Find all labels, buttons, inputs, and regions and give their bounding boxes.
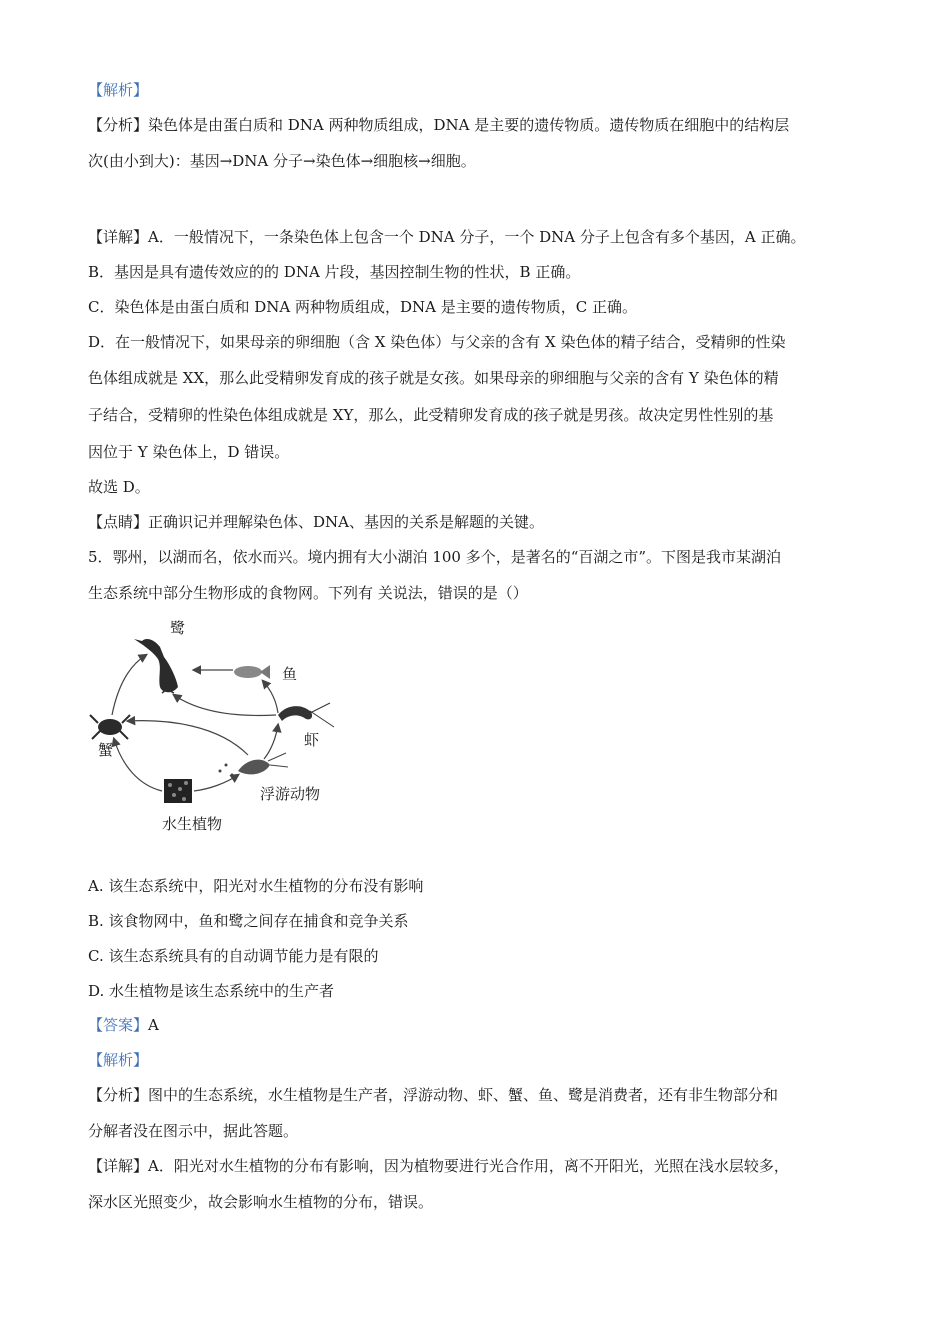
detail-option-d-line3: 子结合，受精卵的性染色体组成就是 XY，那么，此受精卵发育成的孩子就是男孩。故决定男性性别的基 [88, 406, 774, 424]
arrow-shrimp-to-fish [263, 681, 278, 713]
label-heron: 鹭 [170, 619, 186, 637]
label-crab: 蟹 [98, 741, 114, 759]
key-point: 【点睛】正确识记并理解染色体、DNA、基因的关系是解题的关键。 [88, 513, 544, 531]
arrow-plants-to-zooplankton [194, 775, 238, 791]
food-web-figure [88, 615, 348, 845]
heron-icon [134, 639, 178, 693]
zooplankton-icon [219, 753, 289, 777]
detail-option-d-line2: 色体组成就是 XX，那么此受精卵发育成的孩子就是女孩。如果母亲的卵细胞与父亲的含有 Y 染色体的精 [88, 369, 779, 387]
arrow-crab-to-heron [112, 655, 146, 715]
answer-value: A [148, 1016, 159, 1034]
analysis-paragraph-2-line1: 【分析】图中的生态系统，水生植物是生产者，浮游动物、虾、蟹、鱼、鹭是消费者，还有非生物部分和 [88, 1086, 779, 1104]
crab-icon [90, 715, 130, 739]
label-shrimp: 虾 [304, 731, 320, 749]
label-zooplankton: 浮游动物 [260, 785, 321, 803]
detail-paragraph-line1: 【详解】A．阳光对水生植物的分布有影响，因为植物要进行光合作用，离不开阳光，光照在浅水层较多， [88, 1157, 789, 1175]
detail-option-d-line4: 因位于 Y 染色体上，D 错误。 [88, 443, 290, 461]
arrow-plants-to-crab [114, 739, 162, 791]
label-fish: 鱼 [282, 665, 298, 683]
label-aquatic-plants: 水生植物 [162, 815, 223, 833]
detail-option-d-line1: D．在一般情况下，如果母亲的卵细胞（含 X 染色体）与父亲的含有 X 染色体的精子结合，受精卵的性染 [88, 333, 786, 351]
arrow-zooplankton-to-shrimp [264, 725, 278, 759]
analysis-paragraph-2-line2: 分解者没在图示中，据此答题。 [88, 1122, 299, 1140]
analysis-tag-1: 【解析】 [88, 81, 149, 99]
detail-option-a: 【详解】A．一般情况下，一条染色体上包含一个 DNA 分子，一个 DNA 分子上包含有多个基因，A 正确。 [88, 228, 806, 246]
detail-option-b: B．基因是具有遗传效应的的 DNA 片段，基因控制生物的性状，B 正确。 [88, 263, 581, 281]
detail-paragraph-line2: 深水区光照变少，故会影响水生植物的分布，错误。 [88, 1193, 434, 1211]
arrow-shrimp-to-heron [174, 695, 276, 715]
analysis-paragraph-1-cont: 次(由小到大)：基因→DNA 分子→染色体→细胞核→细胞。 [88, 152, 476, 170]
arrow-zooplankton-to-crab [128, 721, 248, 755]
option-b: B. 该食物网中，鱼和鹭之间存在捕食和竞争关系 [88, 912, 409, 930]
detail-option-c: C．染色体是由蛋白质和 DNA 两种物质组成，DNA 是主要的遗传物质，C 正确。 [88, 298, 637, 316]
analysis-paragraph-1: 【分析】染色体是由蛋白质和 DNA 两种物质组成，DNA 是主要的遗传物质。遗传物质在细胞中的结构层 [88, 116, 790, 134]
answer-tag: 【答案】 [88, 1016, 149, 1034]
option-d: D. 水生植物是该生态系统中的生产者 [88, 982, 335, 1000]
option-c: C. 该生态系统具有的自动调节能力是有限的 [88, 947, 379, 965]
analysis-tag-2: 【解析】 [88, 1051, 149, 1069]
answer-row [88, 1014, 159, 1036]
question-5-stem-line1: 5．鄂州，以湖而名，依水而兴。境内拥有大小湖泊 100 多个，是著名的“百湖之市”。下图是我市某湖泊 [88, 548, 782, 566]
fish-icon [234, 665, 270, 679]
aquatic-plants-icon [164, 779, 192, 803]
question-5-stem-line2: 生态系统中部分生物形成的食物网。下列有 关说法，错误的是（） [88, 584, 528, 602]
shrimp-icon [278, 703, 334, 727]
answer-choice: 故选 D。 [88, 478, 150, 496]
option-a: A. 该生态系统中，阳光对水生植物的分布没有影响 [88, 877, 424, 895]
